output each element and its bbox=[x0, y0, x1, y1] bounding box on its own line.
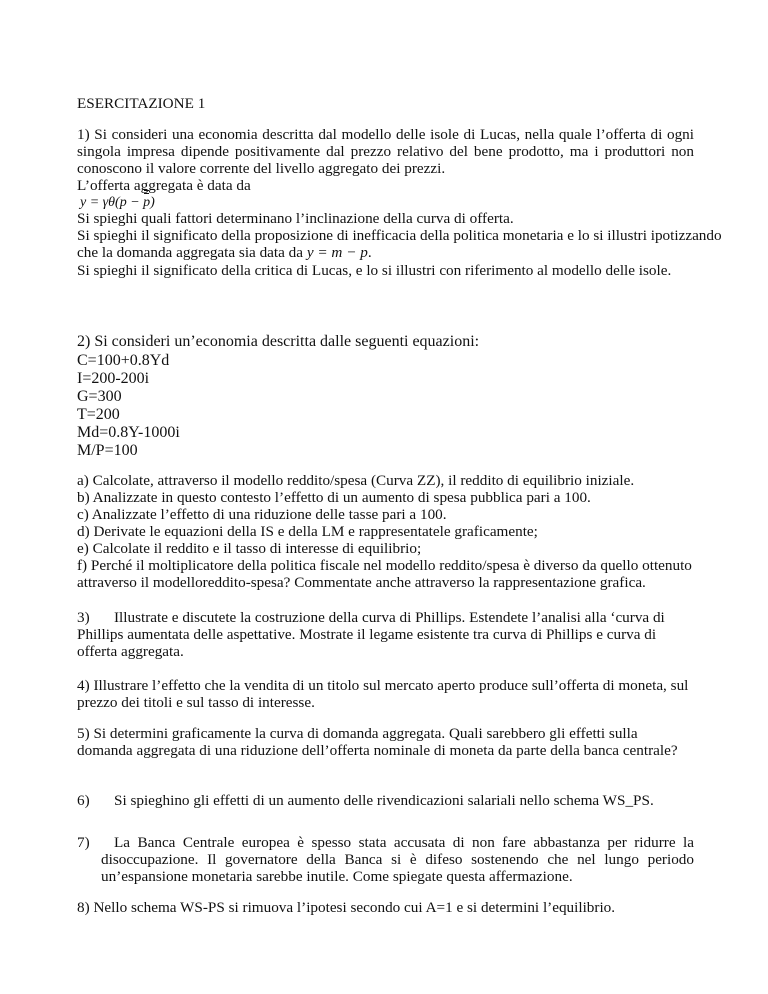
exercise-2-question-a: a) Calcolate, attraverso il modello reddito/spesa (Curva ZZ), il reddito di equilibrio iniziale. bbox=[77, 472, 635, 489]
exercise-7-line-2: disoccupazione. Il governatore della Banca si è difeso sostenendo che nel lungo periodo bbox=[101, 851, 694, 868]
exercise-5-line-2: domanda aggregata di una riduzione dell’offerta nominale di moneta da parte della banca centrale? bbox=[77, 742, 678, 759]
exercise-1-line-5: Si spieghi quali fattori determinano l’inclinazione della curva di offerta. bbox=[77, 210, 514, 227]
exercise-2-question-f: f) Perché il moltiplicatore della politica fiscale nel modello reddito/spesa è diverso da quello ottenuto bbox=[77, 557, 692, 574]
exercise-2-question-d: d) Derivate le equazioni della IS e della LM e rappresentatele graficamente; bbox=[77, 523, 538, 540]
exercise-1-line-8: Si spieghi il significato della critica di Lucas, e lo si illustri con riferimento al modello delle isole. bbox=[77, 262, 672, 279]
equation-money-supply: M/P=100 bbox=[77, 442, 138, 459]
exercise-3-number: 3) bbox=[77, 609, 90, 626]
equation-investment: I=200-200i bbox=[77, 370, 150, 387]
exercise-6-number: 6) bbox=[77, 792, 90, 809]
exercise-1-line-6: Si spieghi il significato della proposizione di inefficacia della politica monetaria e lo si illustri ipotizzando bbox=[77, 227, 722, 244]
exercise-1-line-1: 1) Si consideri una economia descritta dal modello delle isole di Lucas, nella quale l’offerta di ogni bbox=[77, 126, 694, 143]
exercise-5-line-1: 5) Si determini graficamente la curva di domanda aggregata. Quali sarebbero gli effetti sulla bbox=[77, 725, 638, 742]
exercise-1-line-4: L’offerta aggregata è data da bbox=[77, 177, 251, 194]
exercise-7-line-1 bbox=[77, 834, 694, 851]
exercise-3-line-1 bbox=[77, 609, 665, 626]
equation-government: G=300 bbox=[77, 388, 122, 405]
exercise-1-line-3: conoscono il valore corrente del livello aggregato dei prezzi. bbox=[77, 160, 446, 177]
equation-money-demand: Md=0.8Y-1000i bbox=[77, 424, 180, 441]
exercise-7-line-3: un’espansione monetaria sarebbe inutile. Come spiegate questa affermazione. bbox=[101, 868, 573, 885]
exercise-6-line bbox=[77, 792, 654, 809]
exercise-2-question-c: c) Analizzate l’effetto di una riduzione delle tasse pari a 100. bbox=[77, 506, 447, 523]
exercise-1-line-7 bbox=[77, 244, 372, 261]
demand-formula: y = m − p bbox=[306, 244, 368, 261]
demand-line-prefix: che la domanda aggregata sia data da bbox=[77, 244, 307, 261]
exercise-4-line-1: 4) Illustrare l’effetto che la vendita di un titolo sul mercato aperto produce sull’offerta di moneta, sul bbox=[77, 677, 689, 694]
exercise-2-intro: 2) Si consideri un’economia descritta dalle seguenti equazioni: bbox=[77, 333, 480, 350]
exercise-1-line-2: singola impresa dipende positivamente dal prezzo relativo del bene prodotto, ma i produttori non bbox=[77, 143, 694, 160]
supply-formula-rhs: ) bbox=[150, 195, 155, 210]
supply-formula-lhs: y = γθ(p − bbox=[80, 195, 144, 210]
exercise-2-question-b: b) Analizzate in questo contesto l’effetto di un aumento di spesa pubblica pari a 100. bbox=[77, 489, 591, 506]
supply-formula-barred-p: p bbox=[143, 195, 151, 210]
supply-formula bbox=[80, 194, 155, 211]
exercise-6-text: Si spieghino gli effetti di un aumento delle rivendicazioni salariali nello schema WS_PS. bbox=[114, 792, 654, 809]
exercise-2-question-e: e) Calcolate il reddito e il tasso di interesse di equilibrio; bbox=[77, 540, 422, 557]
exercise-4-line-2: prezzo dei titoli e sul tasso di interesse. bbox=[77, 694, 315, 711]
equation-taxes: T=200 bbox=[77, 406, 120, 423]
equation-consumption: C=100+0.8Yd bbox=[77, 352, 170, 369]
demand-line-suffix: . bbox=[367, 244, 372, 261]
exercise-3-line-2: Phillips aumentata delle aspettative. Mostrate il legame esistente tra curva di Phillips e curva di bbox=[77, 626, 657, 643]
exercise-7-text-1: La Banca Centrale europea è spesso stata accusata di non fare abbastanza per ridurre la bbox=[114, 834, 694, 851]
exercise-8-line: 8) Nello schema WS-PS si rimuova l’ipotesi secondo cui A=1 e si determini l’equilibrio. bbox=[77, 899, 616, 916]
exercise-7-number: 7) bbox=[77, 834, 90, 851]
exercise-3-line-3: offerta aggregata. bbox=[77, 643, 184, 660]
exercise-3-text-1: Illustrate e discutete la costruzione della curva di Phillips. Estendete l’analisi alla ‘curva di bbox=[114, 609, 665, 626]
document-title: ESERCITAZIONE 1 bbox=[77, 95, 206, 112]
exercise-2-question-f-cont: attraverso il modelloreddito-spesa? Commentate anche attraverso la rappresentazione grafica. bbox=[77, 574, 646, 591]
